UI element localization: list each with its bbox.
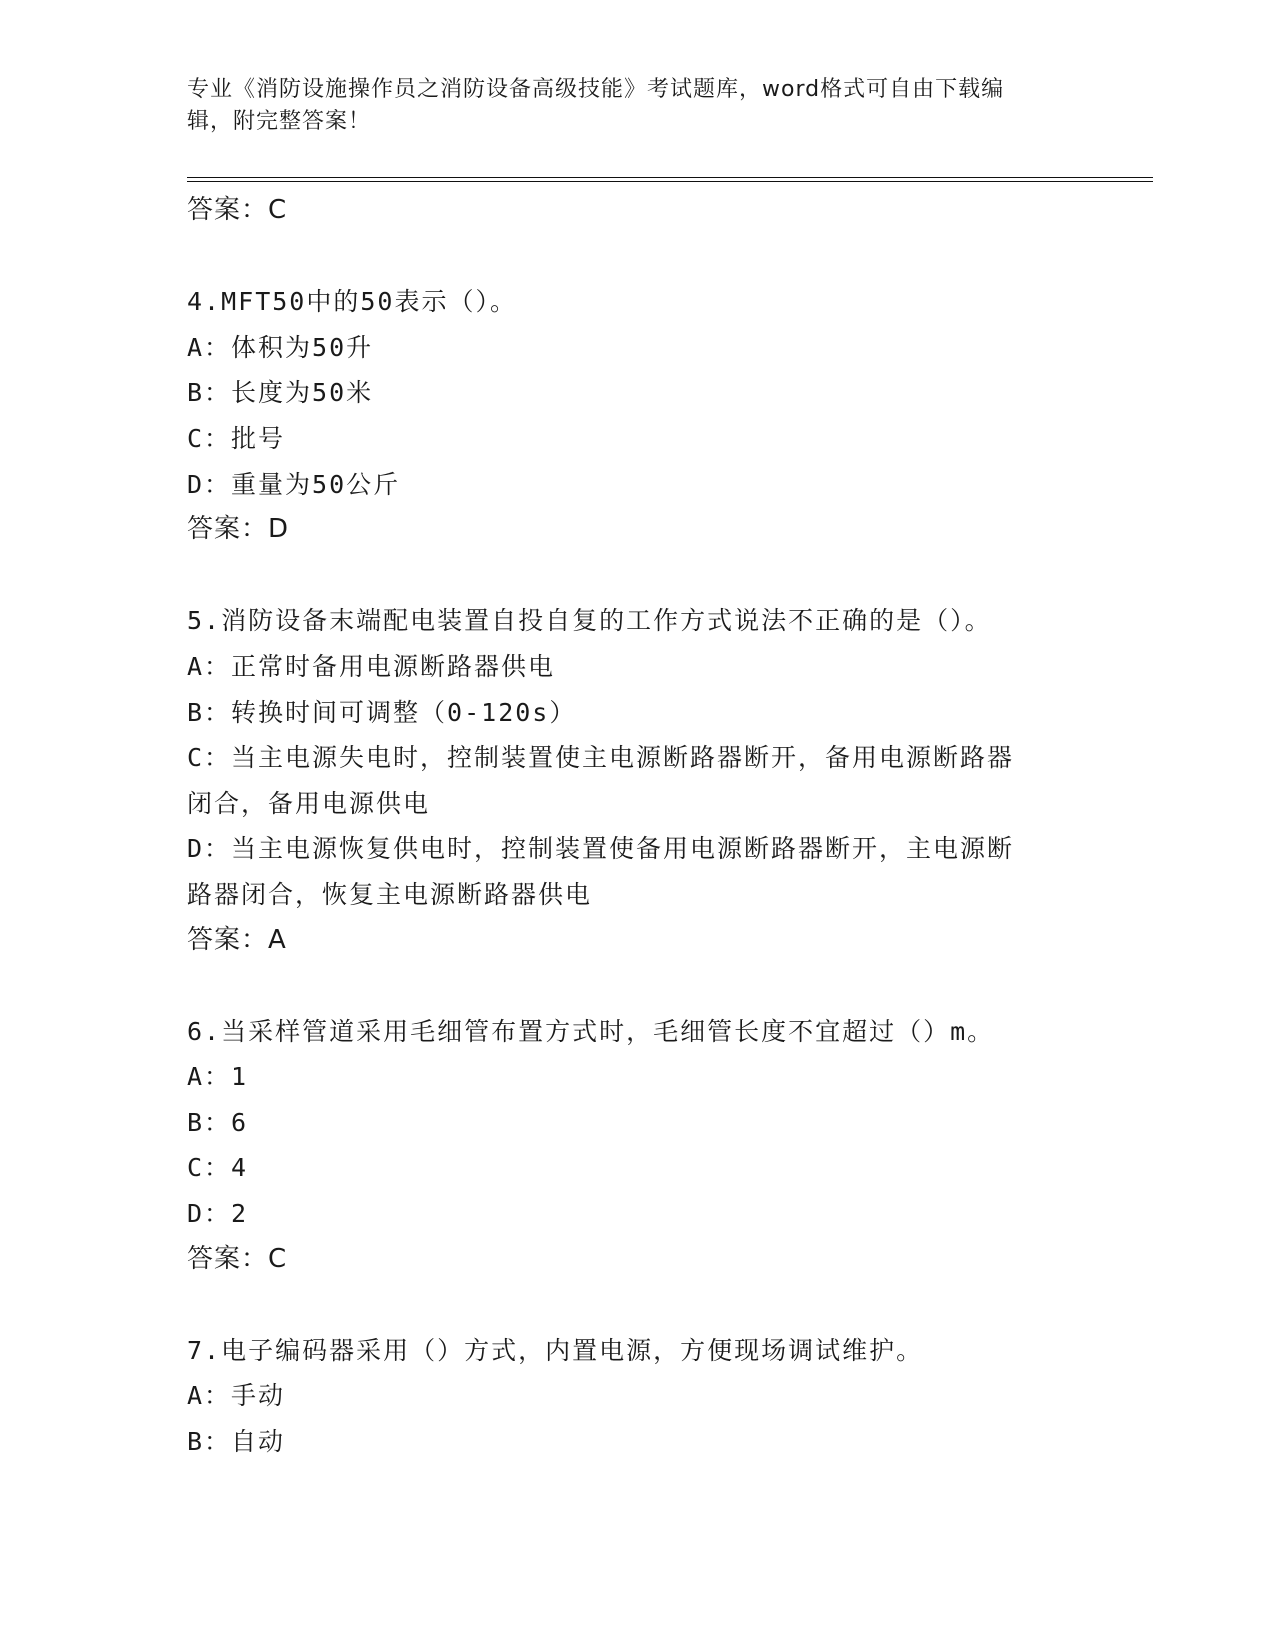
spacer [187,963,1087,1009]
spacer [187,553,1087,599]
option-b: B：转换时间可调整（0-120s） [187,697,577,727]
option-c: C：4 [187,1153,249,1183]
question-6 [187,1009,1087,1283]
answer: 答案：D [187,514,290,545]
option-a: A：手动 [187,1381,286,1411]
page-header [187,74,1067,138]
question-text: 7.电子编码器采用（）方式，内置电源，方便现场调试维护。 [187,1335,924,1365]
question-list [187,188,1087,1465]
option-d: D：重量为50公斤 [187,469,401,499]
option-b: B：6 [187,1107,249,1137]
question-text: 5.消防设备末端配电装置自投自复的工作方式说法不正确的是（）。 [187,606,992,636]
question-text: 4.MFT50中的50表示（）。 [187,287,517,317]
spacer [187,1282,1087,1328]
answer: 答案：C [187,1243,288,1274]
option-d: D：2 [187,1199,249,1229]
option-d-line-1: D：当主电源恢复供电时，控制装置使备用电源断路器断开，主电源断 [187,834,1015,864]
answer: 答案：A [187,924,287,955]
header-divider-top [187,177,1153,178]
spacer [187,234,1087,280]
option-d-line-2: 路器闭合，恢复主电源断路器供电 [187,879,593,909]
answer-previous: 答案：C [187,195,288,225]
header-divider-bottom [187,181,1153,182]
header-line-2: 辑，附完整答案！ [187,109,372,134]
option-c-line-2: 闭合，备用电源供电 [187,788,431,818]
question-7 [187,1328,1087,1465]
option-b: B：自动 [187,1427,286,1457]
question-4 [187,279,1087,553]
option-a: A：1 [187,1062,249,1092]
option-b: B：长度为50米 [187,378,374,408]
option-c: C：批号 [187,423,286,453]
option-a: A：体积为50升 [187,332,374,362]
question-5 [187,598,1087,963]
header-line-1: 专业《消防设施操作员之消防设备高级技能》考试题库，word格式可自由下载编 [187,77,1005,102]
option-a: A：正常时备用电源断路器供电 [187,651,556,681]
option-c-line-1: C：当主电源失电时，控制装置使主电源断路器断开，备用电源断路器 [187,743,1015,773]
question-text: 6.当采样管道采用毛细管布置方式时，毛细管长度不宜超过（）m。 [187,1016,995,1046]
